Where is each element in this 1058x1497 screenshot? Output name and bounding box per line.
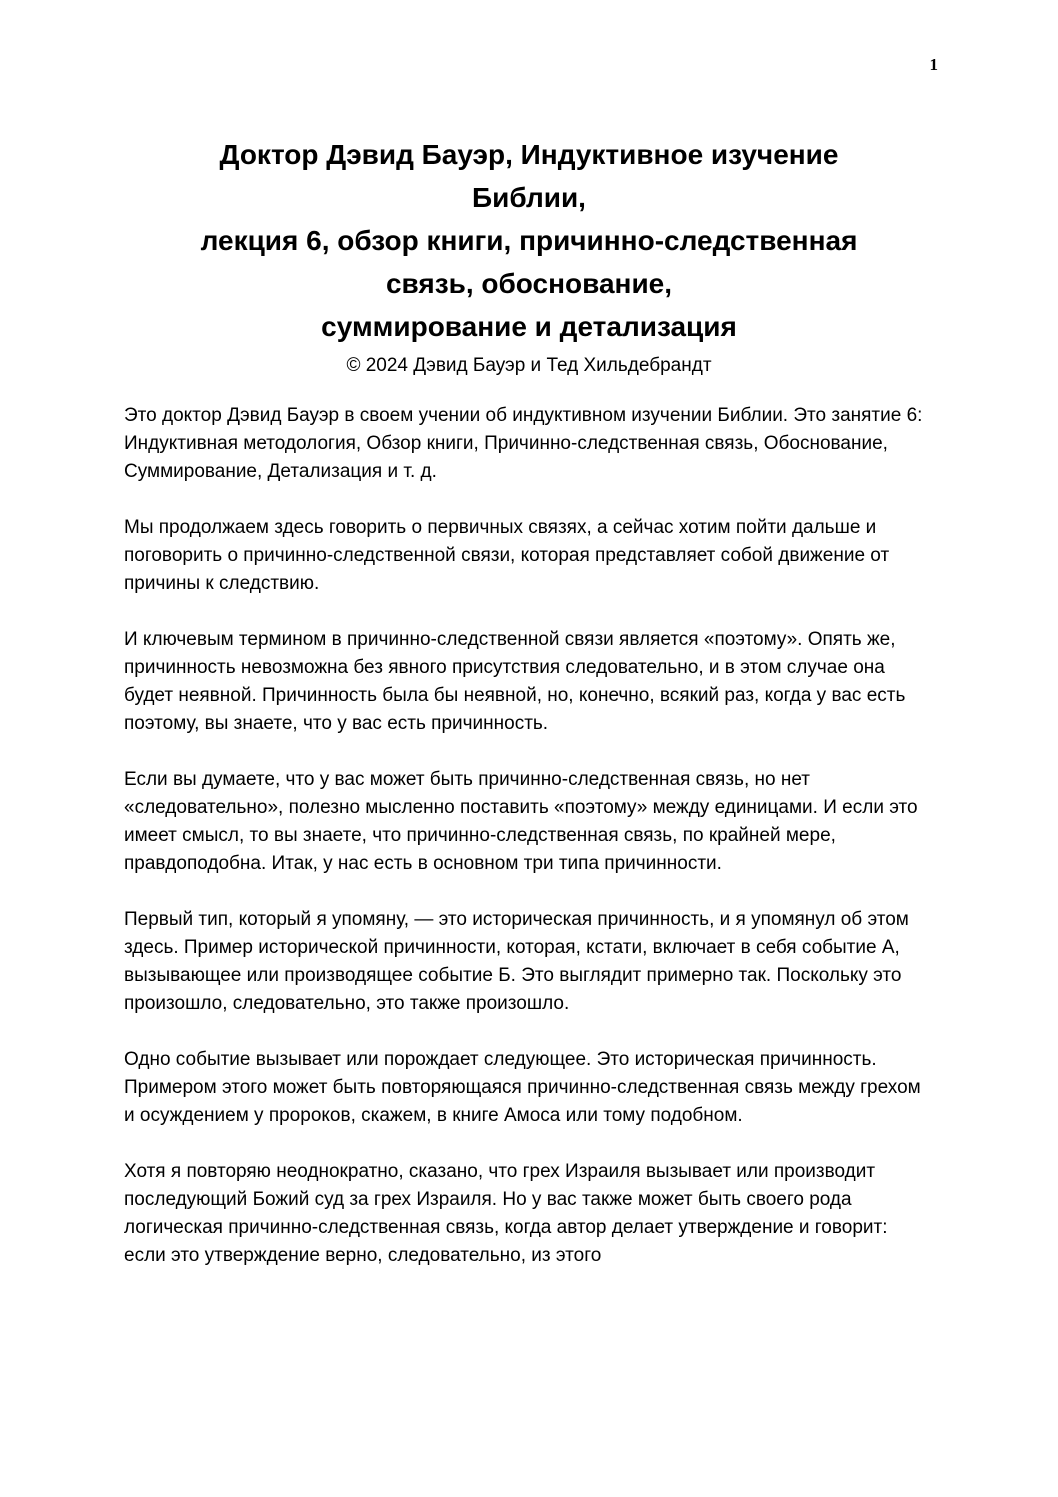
title-line-2: Библии, [472,182,586,213]
paragraph-7: Хотя я повторяю неоднократно, сказано, что грех Израиля вызывает или производит последующий Божий суд за грех Израиля. Но у вас также может быть своего рода логическая причинно-следственная связь, когда автор делает утверждение и говорит: если это утверждение верно, следовательно, из этого [124,1161,888,1266]
document-body [124,402,934,1270]
title-line-4: связь, обоснование, [385,268,673,299]
paragraph-2: Мы продолжаем здесь говорить о первичных связях, а сейчас хотим пойти дальше и поговорить о причинно-следственной связи, которая представляет собой движение от причины к следствию. [124,517,890,594]
title-line-5: суммирование и детализация [321,311,737,342]
title-line-1: Доктор Дэвид Бауэр, Индуктивное изучение [219,139,839,170]
title-line-3: лекция 6, обзор книги, причинно-следственная [200,225,858,256]
paragraph-6: Одно событие вызывает или порождает следующее. Это историческая причинность. Примером этого может быть повторяющаяся причинно-следственная связь между грехом и осуждением у пророков, скажем, в книге Амоса или тому подобном. [124,1049,921,1126]
document-title [124,0,934,348]
copyright-line: © 2024 Дэвид Бауэр и Тед Хильдебрандт [346,355,712,376]
paragraph-3: И ключевым термином в причинно-следственной связи является «поэтому». Опять же, причинность невозможна без явного присутствия следовательно, и в этом случае она будет неявной. Причинность была бы неявной, но, конечно, всякий раз, когда у вас есть поэтому, вы знаете, что у вас есть причинность. [124,629,906,734]
paragraph-1: Это доктор Дэвид Бауэр в своем учении об индуктивном изучении Библии. Это занятие 6: Индуктивная методология, Обзор книги, Причинно-следственная связь, Обоснование, Суммирование, Детализация и т. д. [124,405,923,482]
paragraph-4: Если вы думаете, что у вас может быть причинно-следственная связь, но нет «следовательно», полезно мысленно поставить «поэтому» между единицами. И если это имеет смысл, то вы знаете, что причинно-следственная связь, по крайней мере, правдоподобна. Итак, у нас есть в основном три типа причинности. [124,769,918,874]
paragraph-5: Первый тип, который я упомяну, — это историческая причинность, и я упомянул об этом здесь. Пример исторической причинности, которая, кстати, включает в себя событие А, вызывающее или производящее событие Б. Это выглядит примерно так. Поскольку это произошло, следовательно, это также произошло. [124,909,909,1014]
page-number: 1 [929,55,938,74]
